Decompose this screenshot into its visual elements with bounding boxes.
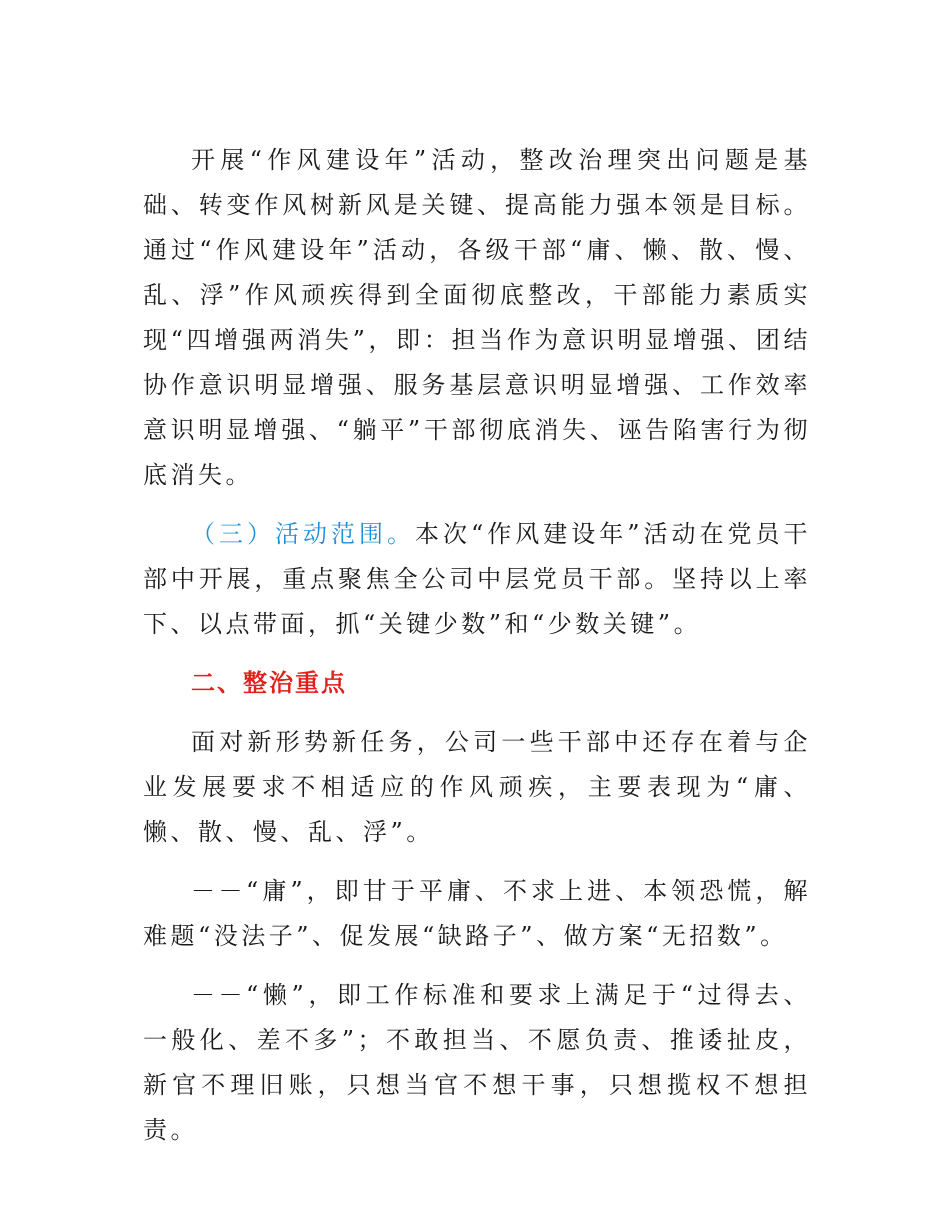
section-label-scope: （三）活动范围。 [191,520,415,548]
section-heading-rectification-focus: 二、整治重点 [191,669,347,697]
paragraph-activity-scope [143,512,811,647]
paragraph-laziness: －－“懒”，即工作标准和要求上满足于“过得去、一般化、差不多”；不敢担当、不愿负责、推诿扯皮，新官不理旧账，只想当官不想干事，只想揽权不想担责。 [143,981,811,1144]
paragraph-problems-intro: 面对新形势新任务，公司一些干部中还存在着与企业发展要求不相适应的作风顽疾，主要表现为“庸、懒、散、慢、乱、浮”。 [143,728,811,846]
paragraph-scope-body: 本次“作风建设年”活动在党员干部中开展，重点聚焦全公司中层党员干部。坚持以上率下、以点带面，抓“关键少数”和“少数关键”。 [143,520,811,638]
paragraph-goals: 开展“作风建设年”活动，整改治理突出问题是基础、转变作风树新风是关键、提高能力强本领是目标。通过“作风建设年”活动，各级干部“庸、懒、散、慢、乱、浮”作风顽疾得到全面彻底整改，干部能力素质实现“四增强两消失”，即：担当作为意识明显增强、团结协作意识明显增强、服务基层意识明显增强、工作效率意识明显增强、“躺平”干部彻底消失、诬告陷害行为彻底消失。 [143,146,811,489]
document-page [143,138,811,1153]
paragraph-mediocrity: －－“庸”，即甘于平庸、不求上进、本领恐慌，解难题“没法子”、促发展“缺路子”、做方案“无招数”。 [143,877,811,950]
